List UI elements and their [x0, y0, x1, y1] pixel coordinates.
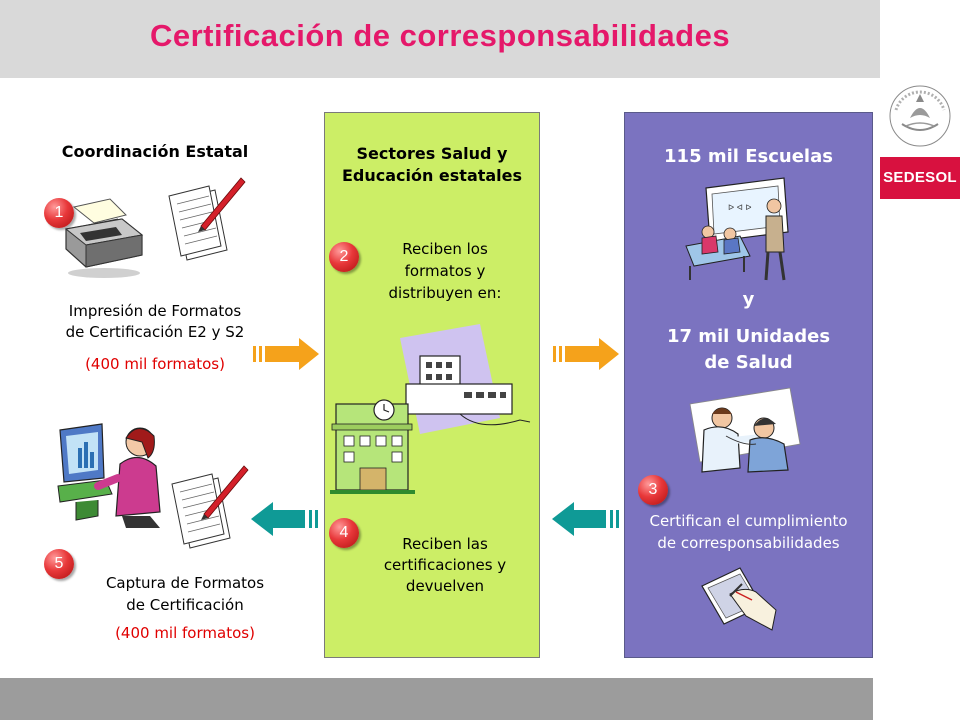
step-5-badge: 5 [44, 549, 74, 579]
step-5-line2: de Certificación [126, 596, 244, 614]
and-connector: y [742, 289, 755, 310]
sectors-heading-line1: Sectores Salud y [356, 144, 508, 163]
arrow-left-icon [249, 502, 319, 536]
step-1-note: (400 mil formatos) [85, 355, 225, 373]
schools-count: 115 mil Escuelas [664, 146, 833, 167]
step-4-line3: devuelven [405, 577, 485, 595]
step-2-badge: 2 [329, 242, 359, 272]
buildings-icon [330, 322, 535, 500]
step-5-note: (400 mil formatos) [115, 624, 255, 642]
step-1-badge: 1 [44, 198, 74, 228]
arrow-right-icon-2 [553, 338, 621, 370]
step-4-line2: certificaciones y [383, 556, 507, 574]
sedesol-logo: SEDESOL [880, 157, 960, 199]
sectors-heading-line2: Educación estatales [341, 166, 523, 185]
paper-pen-icon-2 [168, 460, 253, 552]
step-1-line1: Impresión de Formatos [68, 302, 242, 320]
mexico-seal-icon [882, 80, 958, 150]
step-3-line2: de corresponsabilidades [657, 534, 840, 552]
printer-icon [60, 185, 150, 280]
paper-pen-icon [165, 172, 250, 264]
step-2-line1: Reciben los [402, 240, 488, 258]
step-1-line2: de Certificación E2 y S2 [65, 323, 245, 341]
arrow-left-icon-2 [550, 502, 620, 536]
state-coordination-heading: Coordinación Estatal [61, 142, 249, 161]
arrow-right-icon [253, 338, 321, 370]
step-4-line1: Reciben las [402, 535, 488, 553]
doctor-patient-icon [680, 384, 805, 476]
step-2-line2: formatos y [404, 262, 486, 280]
step-3-badge: 3 [638, 475, 668, 505]
step-2-line3: distribuyen en: [388, 284, 502, 302]
step-4-badge: 4 [329, 518, 359, 548]
computer-user-icon [52, 420, 162, 530]
health-units-line2: de Salud [704, 352, 793, 373]
step-5-line1: Captura de Formatos [105, 574, 265, 592]
step-3-line1: Certifican el cumplimiento [649, 512, 848, 530]
classroom-icon [680, 176, 805, 284]
svg-text:ᐅ ᐊ ᐅ: ᐅ ᐊ ᐅ [728, 203, 752, 212]
footer-bar [0, 678, 873, 720]
health-units-line1: 17 mil Unidades [666, 326, 831, 347]
page-title: Certificación de corresponsabilidades [149, 18, 731, 53]
writing-hand-icon [700, 566, 780, 632]
